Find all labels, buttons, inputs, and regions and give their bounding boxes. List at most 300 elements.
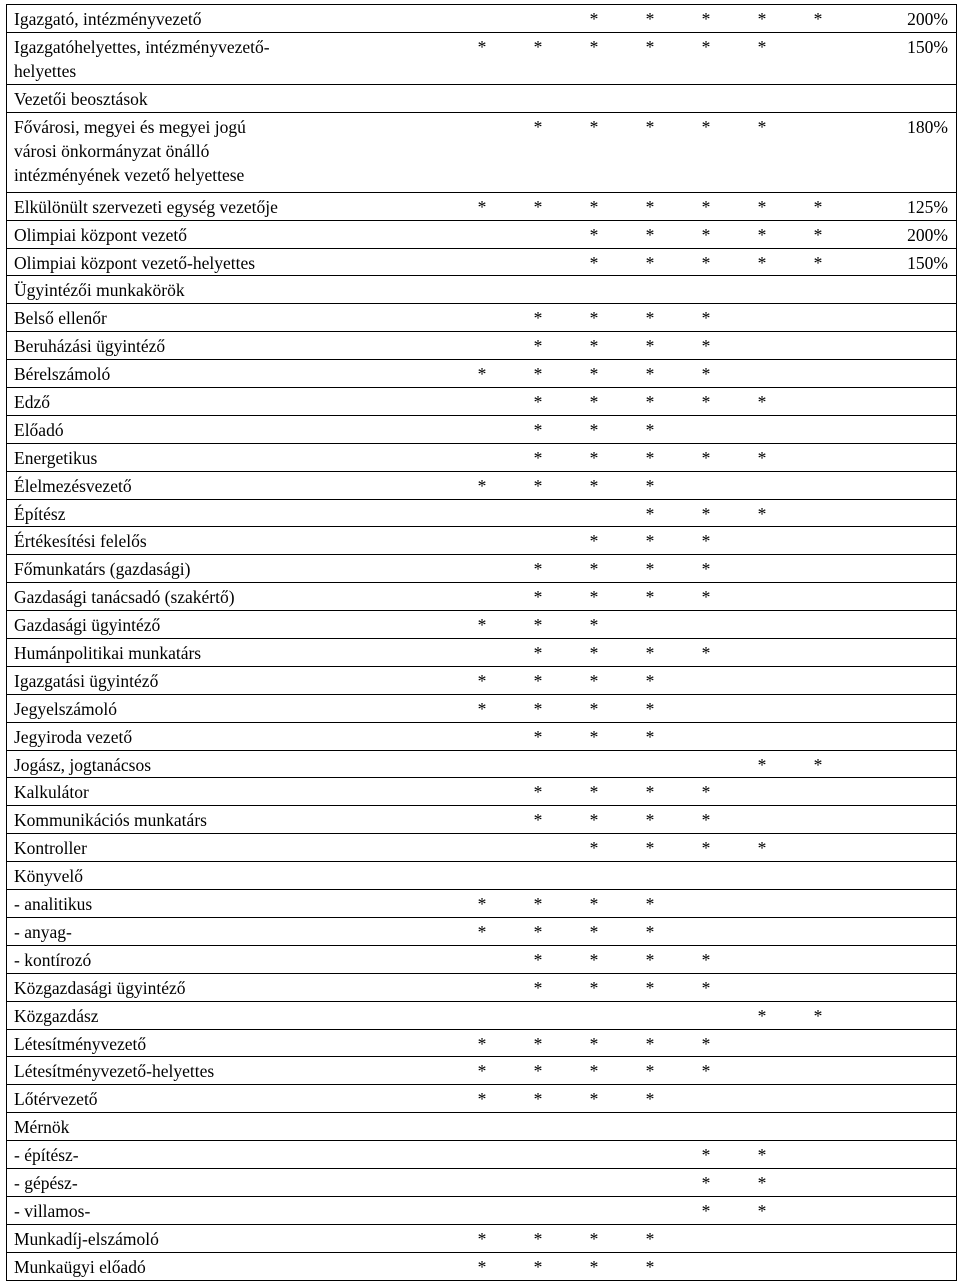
grade-mark: * bbox=[701, 1172, 711, 1193]
grade-mark: * bbox=[757, 116, 767, 137]
position-label: Vezetői beosztások bbox=[14, 88, 148, 109]
grade-mark bbox=[622, 1002, 678, 1029]
grade-mark bbox=[790, 33, 846, 84]
grade-mark bbox=[734, 1113, 790, 1140]
grade-mark bbox=[454, 639, 510, 666]
grade-mark: * bbox=[589, 782, 599, 803]
grade-mark bbox=[510, 1002, 566, 1029]
grade-mark: * bbox=[589, 531, 599, 552]
grade-mark bbox=[790, 113, 846, 192]
grade-mark: * bbox=[589, 949, 599, 970]
percentage-cell: 200% bbox=[846, 5, 957, 32]
grade-mark bbox=[790, 695, 846, 722]
grade-mark bbox=[454, 221, 510, 248]
grade-mark: * bbox=[533, 196, 543, 217]
grade-mark: * bbox=[477, 894, 487, 915]
grade-mark bbox=[678, 890, 734, 917]
table-row bbox=[7, 611, 957, 639]
grade-mark: * bbox=[589, 447, 599, 468]
position-label: Közgazdász bbox=[14, 1005, 99, 1026]
grade-mark bbox=[790, 1030, 846, 1057]
grade-mark: * bbox=[589, 308, 599, 329]
grade-mark bbox=[734, 946, 790, 973]
grade-mark bbox=[454, 974, 510, 1001]
grade-mark bbox=[510, 85, 566, 112]
grade-mark: * bbox=[645, 1061, 655, 1082]
grade-mark: * bbox=[701, 447, 711, 468]
grade-mark bbox=[790, 946, 846, 973]
grade-mark: * bbox=[757, 392, 767, 413]
table-row bbox=[7, 918, 957, 946]
table-row bbox=[7, 500, 957, 528]
grade-mark: * bbox=[701, 36, 711, 57]
grade-mark bbox=[454, 1141, 510, 1168]
grade-mark bbox=[734, 862, 790, 889]
grade-mark: * bbox=[533, 1256, 543, 1277]
table-row bbox=[7, 1225, 957, 1253]
position-label: Olimpiai központ vezető bbox=[14, 224, 188, 245]
grade-mark bbox=[790, 974, 846, 1001]
grade-mark: * bbox=[533, 782, 543, 803]
grade-mark bbox=[734, 1085, 790, 1112]
grade-mark: * bbox=[813, 224, 823, 245]
grade-mark bbox=[734, 332, 790, 359]
grade-mark: * bbox=[645, 1089, 655, 1110]
table-row bbox=[7, 85, 957, 113]
grade-mark bbox=[566, 1169, 622, 1196]
grade-mark: * bbox=[757, 252, 767, 273]
grade-mark bbox=[734, 555, 790, 582]
grade-mark bbox=[790, 444, 846, 471]
grade-mark: * bbox=[533, 1228, 543, 1249]
grade-mark: * bbox=[589, 1061, 599, 1082]
grade-mark bbox=[734, 1057, 790, 1084]
table-row bbox=[7, 667, 957, 695]
grade-mark: * bbox=[477, 698, 487, 719]
position-label: Jegyelszámoló bbox=[14, 698, 118, 719]
grade-mark bbox=[566, 862, 622, 889]
grade-mark bbox=[734, 778, 790, 805]
grade-mark: * bbox=[589, 810, 599, 831]
grade-mark bbox=[454, 555, 510, 582]
grade-mark: * bbox=[645, 726, 655, 747]
grade-mark bbox=[678, 862, 734, 889]
table-row bbox=[7, 360, 957, 388]
grade-mark: * bbox=[589, 364, 599, 385]
grade-mark: * bbox=[757, 447, 767, 468]
percentage-cell bbox=[846, 1197, 957, 1224]
grade-mark: * bbox=[477, 36, 487, 57]
grade-mark: * bbox=[533, 949, 543, 970]
grade-mark bbox=[510, 527, 566, 554]
grade-mark: * bbox=[701, 643, 711, 664]
grade-mark bbox=[454, 304, 510, 331]
table-row bbox=[7, 527, 957, 555]
grade-mark: * bbox=[645, 1228, 655, 1249]
grade-mark: * bbox=[533, 977, 543, 998]
grade-mark: * bbox=[701, 531, 711, 552]
grade-mark: * bbox=[645, 36, 655, 57]
grade-mark: * bbox=[701, 1200, 711, 1221]
grade-mark: * bbox=[757, 196, 767, 217]
table-row bbox=[7, 276, 957, 304]
grade-mark: * bbox=[645, 252, 655, 273]
grade-mark bbox=[678, 1085, 734, 1112]
percentage-cell bbox=[846, 1002, 957, 1029]
position-label: - kontírozó bbox=[14, 949, 92, 970]
table-row bbox=[7, 1057, 957, 1085]
table-row bbox=[7, 33, 957, 85]
position-label: Lőtérvezető bbox=[14, 1089, 98, 1110]
position-label: Kalkulátor bbox=[14, 782, 89, 803]
table-row bbox=[7, 1085, 957, 1113]
grade-mark: * bbox=[477, 670, 487, 691]
table-row bbox=[7, 1141, 957, 1169]
grade-mark: * bbox=[645, 392, 655, 413]
percentage-cell bbox=[846, 639, 957, 666]
grade-mark: * bbox=[701, 977, 711, 998]
grade-mark bbox=[622, 1113, 678, 1140]
grade-mark: * bbox=[589, 116, 599, 137]
table-row bbox=[7, 834, 957, 862]
grade-mark: * bbox=[533, 336, 543, 357]
percentage-cell bbox=[846, 332, 957, 359]
grade-mark: * bbox=[645, 9, 655, 29]
grade-mark bbox=[734, 304, 790, 331]
position-label: Jegyiroda vezető bbox=[14, 726, 133, 747]
grade-mark bbox=[790, 918, 846, 945]
percentage-cell bbox=[846, 1057, 957, 1084]
grade-mark bbox=[510, 500, 566, 527]
grade-mark bbox=[678, 276, 734, 303]
percentage-cell bbox=[846, 472, 957, 499]
grade-mark bbox=[678, 85, 734, 112]
grade-mark bbox=[566, 1113, 622, 1140]
grade-mark bbox=[510, 1141, 566, 1168]
grade-mark bbox=[454, 583, 510, 610]
table-row bbox=[7, 639, 957, 667]
grade-mark bbox=[734, 918, 790, 945]
grade-mark: * bbox=[589, 587, 599, 608]
grade-mark: * bbox=[589, 336, 599, 357]
grade-mark: * bbox=[589, 921, 599, 942]
percentage-cell bbox=[846, 1085, 957, 1112]
grade-mark bbox=[678, 1225, 734, 1252]
table-row bbox=[7, 751, 957, 779]
grade-mark: * bbox=[589, 392, 599, 413]
grade-mark: * bbox=[589, 419, 599, 440]
position-label: Értékesítési felelős bbox=[14, 531, 147, 552]
grade-mark bbox=[454, 416, 510, 443]
grade-mark bbox=[454, 113, 510, 192]
grade-mark: * bbox=[589, 670, 599, 691]
table-row bbox=[7, 1253, 957, 1281]
percentage-cell bbox=[846, 360, 957, 387]
grade-mark: * bbox=[645, 921, 655, 942]
grade-mark: * bbox=[477, 364, 487, 385]
table-row bbox=[7, 862, 957, 890]
grade-mark: * bbox=[645, 116, 655, 137]
grade-mark bbox=[790, 667, 846, 694]
position-label: Bérelszámoló bbox=[14, 364, 111, 385]
table-row bbox=[7, 695, 957, 723]
grade-mark: * bbox=[645, 670, 655, 691]
grade-mark: * bbox=[589, 1033, 599, 1054]
grade-mark bbox=[510, 834, 566, 861]
grade-mark: * bbox=[589, 726, 599, 747]
percentage-cell: 150% bbox=[846, 249, 957, 276]
percentage-cell: 150% bbox=[846, 33, 957, 84]
grade-mark: * bbox=[645, 475, 655, 496]
grade-mark: * bbox=[533, 559, 543, 580]
grade-mark bbox=[622, 1141, 678, 1168]
percentage-cell bbox=[846, 1169, 957, 1196]
position-label: - anyag- bbox=[14, 921, 72, 942]
grade-mark bbox=[790, 332, 846, 359]
grade-mark: * bbox=[477, 921, 487, 942]
grade-mark: * bbox=[645, 949, 655, 970]
position-label: Fővárosi, megyei és megyei jogú városi önkormányzat önálló intézményének vezető helyettese bbox=[14, 116, 246, 185]
grade-mark: * bbox=[645, 364, 655, 385]
grade-mark: * bbox=[589, 643, 599, 664]
grade-mark bbox=[790, 555, 846, 582]
grade-mark: * bbox=[701, 196, 711, 217]
grade-mark: * bbox=[533, 447, 543, 468]
grade-mark: * bbox=[757, 9, 767, 29]
grade-mark: * bbox=[589, 838, 599, 859]
grade-mark bbox=[678, 723, 734, 750]
grade-mark: * bbox=[701, 364, 711, 385]
grade-mark bbox=[790, 1113, 846, 1140]
grade-mark: * bbox=[645, 977, 655, 998]
grade-mark: * bbox=[589, 894, 599, 915]
table-row bbox=[7, 1169, 957, 1197]
grade-mark bbox=[790, 806, 846, 833]
grade-mark bbox=[454, 946, 510, 973]
grade-mark bbox=[454, 332, 510, 359]
grade-mark: * bbox=[701, 503, 711, 524]
grade-mark: * bbox=[645, 196, 655, 217]
table-row bbox=[7, 221, 957, 249]
grade-mark bbox=[790, 500, 846, 527]
grade-mark bbox=[734, 1253, 790, 1280]
grade-mark bbox=[454, 527, 510, 554]
grade-mark bbox=[678, 918, 734, 945]
grade-mark bbox=[678, 416, 734, 443]
grade-mark: * bbox=[477, 1228, 487, 1249]
table-row bbox=[7, 113, 957, 193]
grade-mark: * bbox=[813, 252, 823, 273]
grade-mark bbox=[734, 667, 790, 694]
grade-mark: * bbox=[589, 1256, 599, 1277]
grade-mark: * bbox=[701, 782, 711, 803]
table-row bbox=[7, 583, 957, 611]
grade-mark bbox=[790, 862, 846, 889]
grade-mark: * bbox=[589, 977, 599, 998]
grade-mark: * bbox=[477, 1061, 487, 1082]
grade-mark: * bbox=[701, 810, 711, 831]
grade-mark: * bbox=[589, 1089, 599, 1110]
grade-mark: * bbox=[757, 754, 767, 775]
percentage-cell bbox=[846, 416, 957, 443]
position-label: - építész- bbox=[14, 1145, 79, 1166]
grade-mark: * bbox=[533, 475, 543, 496]
grade-mark: * bbox=[701, 587, 711, 608]
grade-mark bbox=[790, 890, 846, 917]
grade-mark bbox=[790, 1197, 846, 1224]
grade-mark: * bbox=[589, 1228, 599, 1249]
grade-mark: * bbox=[645, 782, 655, 803]
grade-mark bbox=[734, 276, 790, 303]
grade-mark: * bbox=[477, 196, 487, 217]
percentage-cell: 125% bbox=[846, 193, 957, 220]
grade-mark: * bbox=[757, 1172, 767, 1193]
grade-mark bbox=[734, 583, 790, 610]
percentage-cell bbox=[846, 918, 957, 945]
position-label: Energetikus bbox=[14, 447, 98, 468]
percentage-cell bbox=[846, 1141, 957, 1168]
position-label: Kommunikációs munkatárs bbox=[14, 810, 207, 831]
grade-mark: * bbox=[589, 615, 599, 636]
table-row bbox=[7, 946, 957, 974]
grade-mark: * bbox=[701, 1145, 711, 1166]
table-row bbox=[7, 1197, 957, 1225]
grade-mark: * bbox=[645, 1033, 655, 1054]
grade-mark bbox=[454, 1197, 510, 1224]
grade-mark: * bbox=[645, 587, 655, 608]
grade-mark: * bbox=[645, 894, 655, 915]
grade-mark bbox=[622, 751, 678, 778]
grade-mark bbox=[510, 221, 566, 248]
grade-mark bbox=[734, 1030, 790, 1057]
grade-mark bbox=[454, 862, 510, 889]
grade-mark bbox=[454, 276, 510, 303]
grade-mark bbox=[790, 611, 846, 638]
table-row bbox=[7, 193, 957, 221]
table-row bbox=[7, 555, 957, 583]
table-row bbox=[7, 5, 957, 33]
grade-mark bbox=[790, 360, 846, 387]
grade-mark: * bbox=[757, 1145, 767, 1166]
grade-mark: * bbox=[533, 894, 543, 915]
grade-mark bbox=[510, 751, 566, 778]
grade-mark bbox=[566, 751, 622, 778]
grade-mark: * bbox=[533, 308, 543, 329]
grade-mark: * bbox=[645, 224, 655, 245]
grade-mark: * bbox=[757, 36, 767, 57]
percentage-cell bbox=[846, 946, 957, 973]
position-label: Igazgató, intézményvezető bbox=[14, 9, 202, 29]
percentage-cell bbox=[846, 862, 957, 889]
grade-mark bbox=[734, 416, 790, 443]
grade-mark: * bbox=[701, 949, 711, 970]
grade-mark: * bbox=[589, 9, 599, 29]
grade-mark: * bbox=[645, 559, 655, 580]
grade-mark: * bbox=[589, 36, 599, 57]
grade-mark bbox=[622, 1169, 678, 1196]
grade-mark: * bbox=[813, 1005, 823, 1026]
grade-mark bbox=[734, 639, 790, 666]
grade-mark bbox=[790, 778, 846, 805]
grade-mark: * bbox=[645, 419, 655, 440]
position-label: Ügyintézői munkakörök bbox=[14, 280, 185, 301]
grade-mark bbox=[790, 1141, 846, 1168]
percentage-cell bbox=[846, 85, 957, 112]
grade-mark bbox=[454, 249, 510, 276]
table-row bbox=[7, 1113, 957, 1141]
grade-mark bbox=[678, 1002, 734, 1029]
grade-mark: * bbox=[645, 308, 655, 329]
table-row bbox=[7, 388, 957, 416]
grade-mark: * bbox=[757, 1200, 767, 1221]
grade-mark bbox=[790, 85, 846, 112]
grade-mark bbox=[734, 527, 790, 554]
grade-mark bbox=[678, 1253, 734, 1280]
percentage-cell bbox=[846, 527, 957, 554]
percentage-cell bbox=[846, 1253, 957, 1280]
grade-mark bbox=[678, 611, 734, 638]
percentage-cell bbox=[846, 1030, 957, 1057]
grade-mark: * bbox=[813, 754, 823, 775]
position-label: Létesítményvezető-helyettes bbox=[14, 1061, 215, 1082]
grade-mark bbox=[790, 304, 846, 331]
table-row bbox=[7, 806, 957, 834]
grade-mark: * bbox=[701, 116, 711, 137]
grade-mark: * bbox=[757, 1005, 767, 1026]
grade-mark: * bbox=[757, 838, 767, 859]
grade-mark: * bbox=[477, 475, 487, 496]
position-label: Edző bbox=[14, 392, 50, 413]
grade-mark: * bbox=[477, 1256, 487, 1277]
position-label: Jogász, jogtanácsos bbox=[14, 754, 152, 775]
percentage-cell bbox=[846, 890, 957, 917]
grade-mark bbox=[510, 862, 566, 889]
grade-mark bbox=[566, 85, 622, 112]
percentage-cell bbox=[846, 834, 957, 861]
grade-mark bbox=[454, 444, 510, 471]
grade-mark: * bbox=[533, 587, 543, 608]
grade-mark bbox=[734, 85, 790, 112]
grade-mark: * bbox=[701, 392, 711, 413]
grade-mark: * bbox=[533, 364, 543, 385]
percentage-cell bbox=[846, 611, 957, 638]
grade-mark bbox=[678, 472, 734, 499]
grade-mark: * bbox=[533, 1089, 543, 1110]
percentage-cell bbox=[846, 583, 957, 610]
grade-mark bbox=[790, 639, 846, 666]
grade-mark bbox=[454, 500, 510, 527]
grade-mark bbox=[566, 1141, 622, 1168]
position-label: Elkülönült szervezeti egység vezetője bbox=[14, 196, 278, 217]
grade-mark bbox=[790, 1225, 846, 1252]
grade-mark: * bbox=[533, 810, 543, 831]
grade-mark: * bbox=[701, 559, 711, 580]
grade-mark bbox=[734, 611, 790, 638]
grade-mark bbox=[790, 583, 846, 610]
table-row bbox=[7, 890, 957, 918]
grade-mark: * bbox=[533, 921, 543, 942]
grade-mark: * bbox=[645, 447, 655, 468]
table-row bbox=[7, 304, 957, 332]
grade-mark: * bbox=[645, 838, 655, 859]
position-label: Előadó bbox=[14, 419, 64, 440]
grade-mark bbox=[566, 500, 622, 527]
position-label: Humánpolitikai munkatárs bbox=[14, 643, 202, 664]
grade-mark bbox=[790, 1057, 846, 1084]
grade-mark bbox=[454, 5, 510, 32]
position-label: Munkaügyi előadó bbox=[14, 1256, 146, 1277]
grade-mark bbox=[454, 1113, 510, 1140]
